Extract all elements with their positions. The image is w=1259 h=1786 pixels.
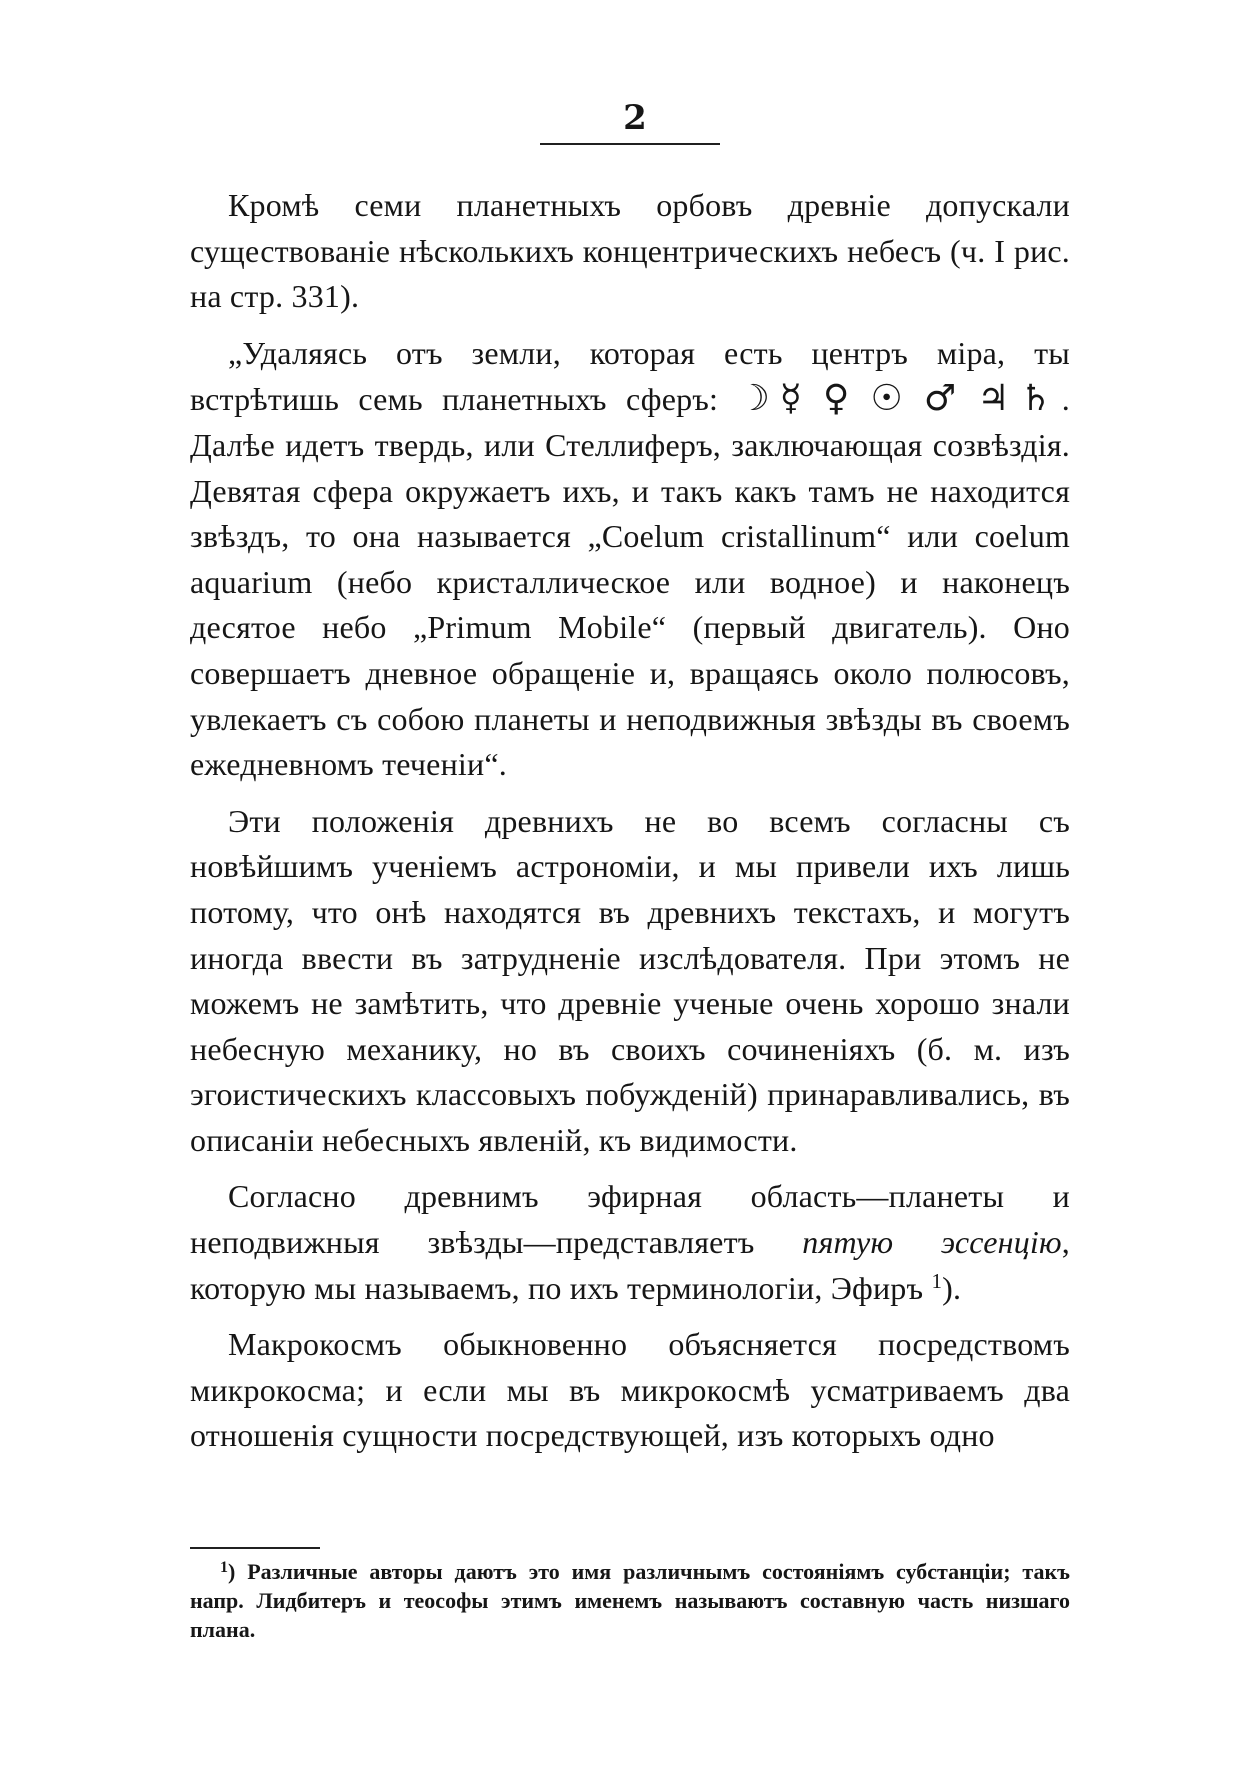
footnote-rule [190,1547,320,1549]
paragraph-1: Кромѣ семи планетныхъ орбовъ древніе допускали существованіе нѣсколькихъ концентрическихъ небесъ (ч. I рис. на стр. 331). [190,187,1070,315]
paragraph-4-text-start: Согласно древнимъ эфирная область—планеты и неподвижныя звѣзды—представляетъ [190,1178,1070,1261]
paragraph-4 [190,1174,1070,1311]
footnote-mark: 1 [220,1559,228,1576]
footnote-reference[interactable]: 1 [931,1268,943,1293]
paragraph-3: Эти положенія древнихъ не во всемъ согласны съ новѣйшимъ ученіемъ астрономіи, и мы привели ихъ лишь потому, что онѣ находятся въ древнихъ текстахъ, и могутъ иногда ввести въ затрудненіе изслѣдователя. При этомъ не можемъ не замѣтить, что древніе ученые очень хорошо знали небесную механику, но въ своихъ сочиненіяхъ (б. м. изъ эгоистическихъ классовыхъ побужденій) принаравливались, въ описаніи небесныхъ явленій, къ видимости. [190,802,1070,1158]
paragraph-5: Макрокосмъ обыкновенно объясняется посредствомъ микрокосма; и если мы въ микрокосмѣ усматриваемъ два отношенія сущности посредствующей, изъ которыхъ одно [190,1326,1070,1454]
paragraph-2-text-start: „Удаляясь отъ земли, которая есть центръ міра, ты встрѣтишь семь планетныхъ сферъ: [190,334,1070,418]
body-text [190,183,1070,1459]
footnote [190,1557,1070,1644]
paragraph-4-text-middle: , которую мы называемъ, по ихъ терминологіи, Эфиръ [190,1224,1070,1306]
paragraph-4-text-end: ). [942,1269,962,1306]
page-number: 2 [623,98,647,138]
planet-symbols-icon: ☽☿♀☉♂♃♄ [737,378,1062,420]
emphasized-term: пятую эссенцію [802,1224,1062,1261]
header-rule [540,143,720,145]
paragraph-2-text-end: . Далѣе идетъ твердь, или Стеллиферъ, заключающая созвѣздія. Девятая сфера окружаетъ ихъ, и такъ какъ тамъ не находится звѣздъ, то она называется „Coelum cristallinum“ или coelum aquarium (небо кристаллическое или водное) и наконецъ десятое небо „Primum Mobile“ (первый двигатель). Оно совершаетъ дневное обращеніе и, вращаясь около полюсовъ, увлекаетъ съ собою планеты и неподвижныя звѣзды въ своемъ ежедневномъ теченіи“. [190,381,1070,783]
paragraph-2 [190,331,1070,788]
footnote-text: ) Различные авторы даютъ это имя различнымъ состояніямъ субстанціи; такъ напр. Лидбитеръ и теософы этимъ именемъ называютъ составную часть низшаго плана. [190,1559,1070,1642]
